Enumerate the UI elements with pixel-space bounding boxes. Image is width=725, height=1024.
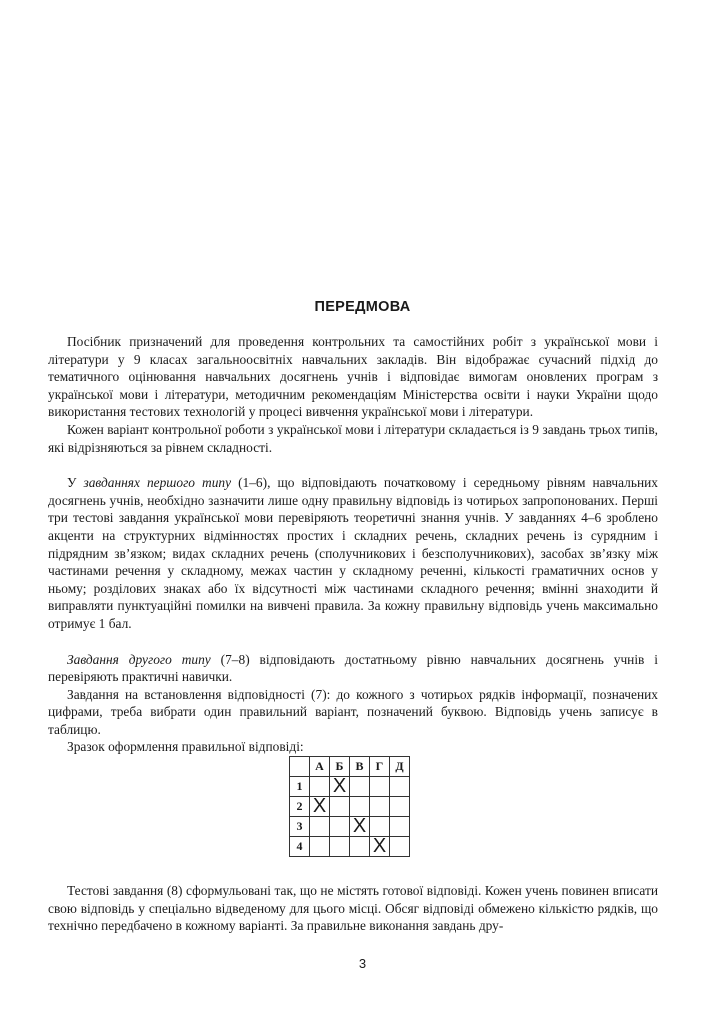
paragraph-intro: Посібник призначений для проведення контрольних та самостійних робіт з української мови і літератури у 9 класах загальноосвітніх навчальних закладів. Він відображає сучасний підхід до тематичного оцінювання навчальних досягнень учнів і відповідає вимогам оновлених програм з української мови і літератури, методичним рекомендаціям Міністерства освіти і науки України щодо використання тестових технологій у процесі вивчення української мови і літератури. bbox=[48, 334, 658, 420]
table-row bbox=[290, 817, 410, 837]
table-header-cell: В bbox=[350, 757, 370, 777]
paragraph-first-type bbox=[48, 474, 658, 632]
paragraph-sample: Зразок оформлення правильної відповіді: bbox=[67, 739, 304, 755]
table-row bbox=[290, 837, 410, 857]
table-cell bbox=[350, 777, 370, 797]
paragraph-structure: Кожен варіант контрольної роботи з української мови і літератури складається із 9 завдань трьох типів, які відрізняються за рівнем складності. bbox=[48, 421, 658, 455]
table-row-label: 2 bbox=[290, 797, 310, 817]
table-cell: X bbox=[370, 837, 390, 857]
table-cell bbox=[350, 797, 370, 817]
table-cell bbox=[330, 797, 350, 817]
table-cell bbox=[330, 837, 350, 857]
table-cell bbox=[370, 797, 390, 817]
table-cell bbox=[370, 777, 390, 797]
table-cell: X bbox=[330, 777, 350, 797]
body-text-bottom bbox=[48, 882, 658, 935]
table-corner-cell bbox=[290, 757, 310, 777]
page-number: 3 bbox=[358, 956, 367, 971]
table-cell bbox=[370, 817, 390, 837]
paragraph-open-tasks: Тестові завдання (8) сформульовані так, що не містять готової відповіді. Кожен учень повинен вписати свою відповідь у спеціально відведеному для цього місці. Обсяг відповіді обмежено кількістю рядків, що технічно передбачено в кожному варіанті. За правильне виконання завдань дру- bbox=[48, 883, 658, 934]
table-cell bbox=[330, 817, 350, 837]
table-cell bbox=[310, 817, 330, 837]
first-type-prefix: У bbox=[67, 475, 84, 491]
table-cell: X bbox=[350, 817, 370, 837]
second-type-text: (7–8) відповідають достатньому рівню навчальних досягнень учнів і перевіряють практичні навички. bbox=[48, 651, 659, 685]
page-title: ПЕРЕДМОВА bbox=[314, 299, 411, 315]
table-row-label: 4 bbox=[290, 837, 310, 857]
table-header-row bbox=[290, 757, 410, 777]
table-cell: X bbox=[310, 797, 330, 817]
table-row bbox=[290, 777, 410, 797]
table-header-cell: Д bbox=[390, 757, 410, 777]
table-row bbox=[290, 797, 410, 817]
table-cell bbox=[390, 817, 410, 837]
table-cell bbox=[390, 797, 410, 817]
table-cell bbox=[390, 777, 410, 797]
table-cell bbox=[310, 837, 330, 857]
table-header-cell: Г bbox=[370, 757, 390, 777]
table-header-cell: А bbox=[310, 757, 330, 777]
table-cell bbox=[390, 837, 410, 857]
table-cell bbox=[310, 777, 330, 797]
answer-sample-table bbox=[289, 756, 410, 857]
first-type-text: (1–6), що відповідають початковому і середньому рівням навчальних досягнень учнів, необхідно зазначити лише одну правильну відповідь із чотирьох запропонованих. Перші три тестові завдання української мови перевіряють теоретичні знання учнів. У завданнях 4–6 зроблено акценти на структурних відмінностях простих і складних речень, складних речень із сурядним і підрядним зв’язком; видах складних речень (сполучникових і безсполучникових), засобах зв’язку між частинами речення у складному, межах частин у складному реченні, кількості граматичних основ у ньому; розділових знаках або їх відсутності між частинами складного речення; вмінні знаходити й виправляти пунктуаційні помилки на вивчені правила. За кожну правильну відповідь учень максимально отримує 1 бал. bbox=[48, 475, 658, 631]
table-row-label: 3 bbox=[290, 817, 310, 837]
paragraph-matching: Завдання на встановлення відповідності (7): до кожного з чотирьох рядків інформації, позначених цифрами, треба вибрати один правильний варіант, позначений буквою. Відповідь учень записує в таблицю. bbox=[48, 686, 658, 737]
paragraph-second-type bbox=[48, 651, 658, 686]
first-type-term: завданнях першого типу bbox=[83, 475, 232, 491]
table-row-label: 1 bbox=[290, 777, 310, 797]
body-text-top bbox=[48, 333, 658, 756]
second-type-term: Завдання другого типу bbox=[67, 651, 211, 667]
table-cell bbox=[350, 837, 370, 857]
table-header-cell: Б bbox=[330, 757, 350, 777]
